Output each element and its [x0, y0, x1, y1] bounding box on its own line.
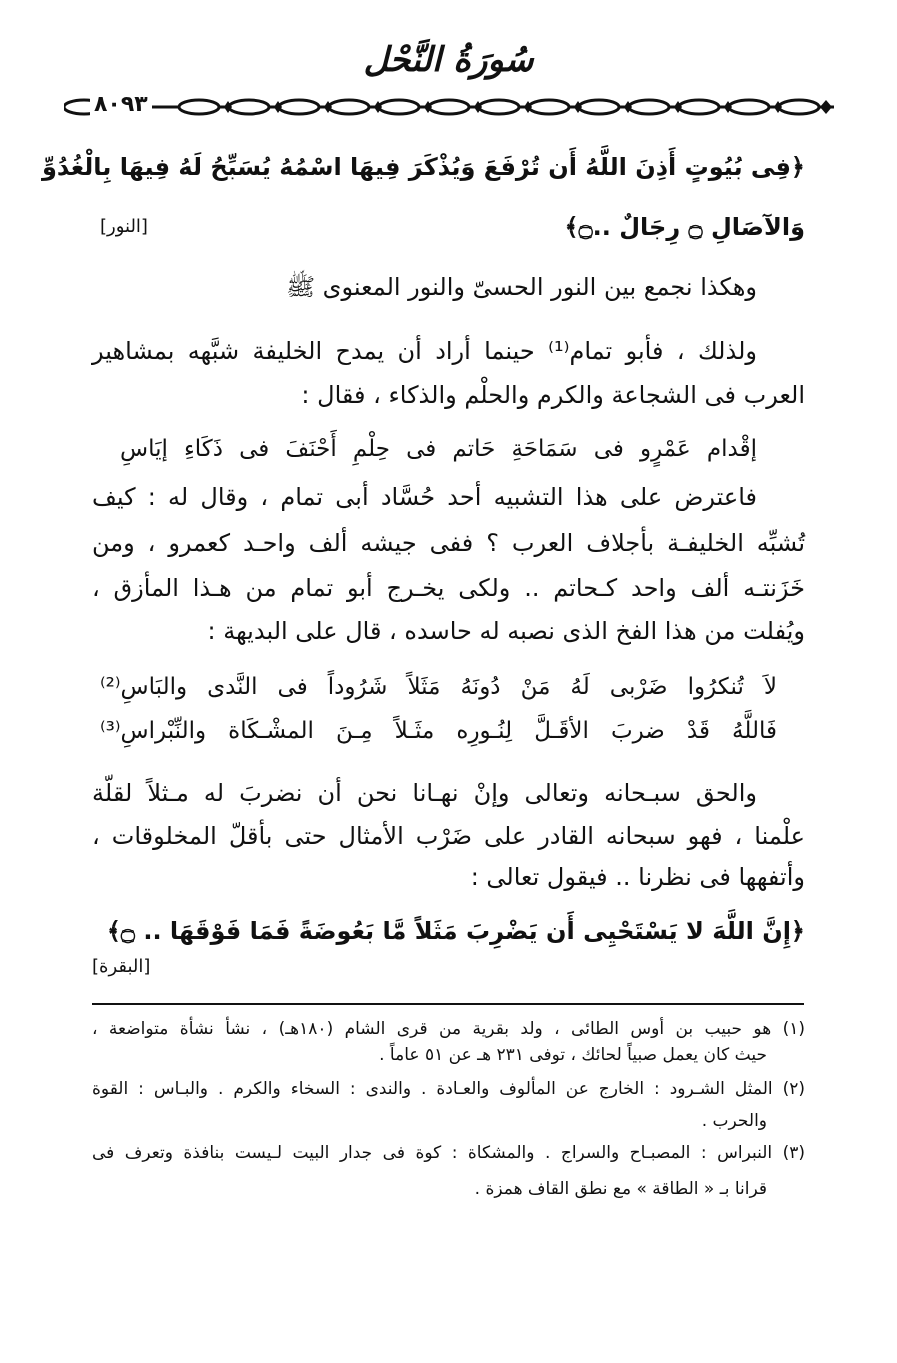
footnote-text: (٣) النبراس : المصبـاح والسراج . والمشكاة : كوة فى جدار البيت لـيست بنافذة وتعرف فى	[92, 1143, 805, 1163]
verse-text: وَالآصَالِ ۝ رِجَالٌ ..۝﴾	[564, 213, 805, 241]
verse-text: ﴿إِنَّ اللَّهَ لا يَسْتَحْيِى أَن يَضْرِبَ مَثَلاً مَّا بَعُوضَةً فَمَا فَوْقَهَا .. ۝﴾	[106, 917, 805, 945]
paragraph-text: ويُفلت من هذا الفخ الذى نصبه له حاسده ، قال على البديهة :	[207, 617, 805, 645]
paragraph-text: فاعترض على هذا التشبيه أحد حُسَّاد أبى تمام ، وقال له : كيف	[92, 483, 757, 511]
paragraph-text: العرب فى الشجاعة والكرم والحلْم والذكاء ، فقال :	[301, 381, 805, 409]
surah-title: سُورَةُ النَّحْل	[363, 40, 534, 80]
verse-text: ﴿فِى بُيُوتٍ أَذِنَ اللَّهُ أَن تُرْفَعَ وَيُذْكَرَ فِيهَا اسْمُهُ يُسَبِّحُ لَهُ فِيهَا بِالْغُدُوِّ	[41, 153, 805, 181]
ornamental-rule	[64, 92, 834, 122]
verse-reference: [البقرة]	[92, 956, 151, 977]
footnote-text: قرانا بـ « الطاقة » مع نطق القاف همزة .	[474, 1179, 767, 1199]
paragraph-text: خَزَنتـه ألف واحد كـحاتم .. ولكى يخـرج أبو تمام من هـذا المأزق ،	[92, 574, 805, 602]
footnote-text: والحرب .	[701, 1111, 767, 1131]
paragraph-text: وأتفهها فى نظرنا .. فيقول تعالى :	[470, 863, 805, 891]
poem-verse: إقْدام عَمْرٍو فى سَمَاحَةِ حَاتم فى حِلْمِ أَحْنَفَ فى ذَكَاءِ إيَاسِ	[120, 436, 757, 462]
paragraph-text: تُشبِّه الخليفـة بأجلاف العرب ؟ ففى جيشه ألف واحـد كعمرو ، ومن	[92, 529, 805, 557]
footnote-text: (١) هو حبيب بن أوس الطائى ، ولد بقرية من قرى الشام (١٨٠هـ) ، نشأ نشأة متواضعة ،	[92, 1019, 806, 1039]
paragraph-text: ولذلك ، فأبو تمام⁽¹⁾ حينما أراد أن يمدح الخليفة شبَّهه بمشاهير	[92, 337, 757, 365]
paragraph-text: وهكذا نجمع بين النور الحسىّ والنور المعنوى ﷺ	[286, 273, 757, 301]
page-number: ٨٠٩٣	[90, 92, 152, 117]
footnote-divider	[92, 1003, 804, 1005]
footnote-text: حيث كان يعمل صبياً لحائك ، توفى ٢٣١ هـ عن ٥١ عاماً .	[379, 1045, 767, 1065]
footnote-text: (٢) المثل الشـرود : الخارج عن المألوف والعـادة . والندى : السخاء والكرم . والبـاس : القوة	[92, 1079, 805, 1099]
poem-verse: فَاللَّهُ قَدْ ضربَ الأقَـلَّ لِنُـورِه مثَـلاً مِـنَ المشْـكَاة والنِّبْراسِ⁽³⁾	[100, 718, 777, 744]
verse-reference: [النور]	[100, 216, 148, 237]
paragraph-text: والحق سبـحانه وتعالى وإنْ نهـانا نحن أن نضربَ له مـثلاً لقلّة	[92, 779, 757, 807]
poem-verse: لاَ تُنكرُوا ضَرْبى لَهُ مَنْ دُونَهُ مَثَلاً شَرُوداً فى النَّدى والبَاسِ⁽²⁾	[100, 674, 777, 700]
paragraph-text: علْمنا ، فهو سبحانه القادر على ضَرْب الأمثال حتى بأقلّ المخلوقات ،	[92, 822, 805, 850]
